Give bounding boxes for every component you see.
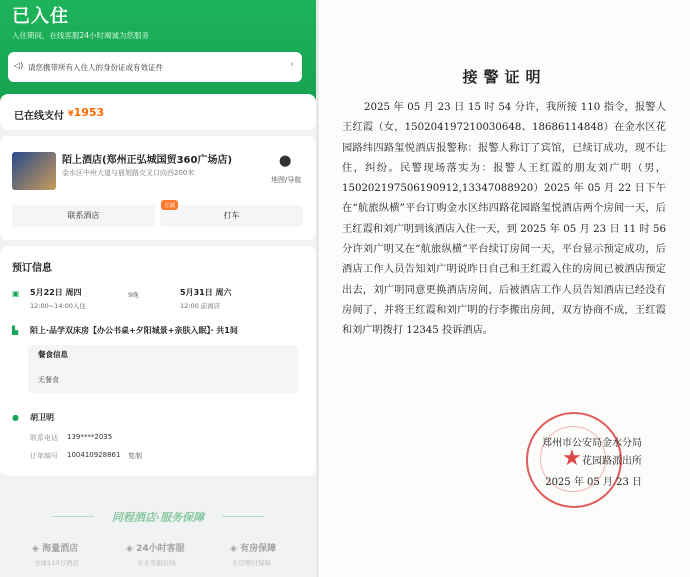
order-screenshot (0, 0, 316, 577)
bed-icon: ▙ (12, 326, 19, 335)
meal-info-value: 无餐食 (38, 376, 59, 384)
feature-subtitle: 全球110万酒店 (34, 559, 79, 567)
feature-icon: ◈ (32, 544, 43, 554)
feature-room-guarantee (230, 541, 276, 554)
taxi-button[interactable]: 打车 (160, 205, 303, 227)
divider (222, 516, 264, 517)
feature-hotels (32, 541, 78, 554)
feature-icon: ◈ (230, 544, 241, 554)
checkin-time: 12:00~14:00入住 (30, 302, 86, 310)
copy-order-number-button[interactable]: 复制 (128, 452, 142, 460)
paid-label: 已在线支付 (14, 111, 64, 122)
certificate-body: 2025 年 05 月 23 日 15 时 54 分许，我所接 110 指令，报警人王红霞（女，150204197210030648、18686114848）在金水区花园路纬四路玺悦酒店报警称：报警人称订了宾馆，已续订成功，现不让住，纠纷。民警现场落实为：报警人王红霞的朋友刘广明（男，150202197506190912,13347088920）2025 年 05 月 22 日下午在“航旅纵横”平台订购金水区纬四路花园路玺悦酒店两个房间一天，后王红霞和刘广明到该酒店入住一天，到 2025 年 05 月 23 日 11 时 56 分许刘广明又在“航旅纵横”平台续订房间一天，平台显示预定成功，后酒店工作人员告知刘广明说昨日自己和王红霞入住的房间已被酒店预定出去，刘广明同意更换酒店房间，后被酒店工作人员告知酒店已经没有房间了，并将王红霞和刘广明的行李搬出房间，双方协商不成，王红霞和刘广明拨打 12345 投诉酒店。 (342, 102, 666, 337)
phone-label: 联系电话 (30, 434, 58, 442)
discount-badge: 立减 (161, 200, 178, 210)
notice-text: 请您携带所有入住人的身份证或有效证件 (28, 63, 163, 72)
issue-date: 2025 年 05 月 23 日 (545, 477, 642, 488)
paid-amount (68, 106, 104, 119)
order-status-subtitle: 入住期间，在线客服24小时竭诚为您服务 (12, 31, 150, 40)
person-icon: ● (12, 413, 19, 422)
checkout-date: 5月31日 周六 (180, 288, 232, 297)
room-type: 陌上·品学双床房【办公书桌+夕阳城景+亲肤入眠】· 共1间 (30, 326, 238, 335)
order-number-value: 100410928861 (67, 451, 121, 459)
feature-icon: ◈ (126, 544, 137, 554)
contact-hotel-button[interactable]: 联系酒店 (12, 205, 155, 227)
feature-subtitle: 无房赔付保障 (232, 559, 271, 567)
order-status-title: 已入住 (12, 6, 69, 27)
chevron-right-icon: › (290, 59, 294, 70)
id-notice-banner[interactable] (8, 52, 302, 82)
feature-title: 24小时客服 (136, 544, 185, 554)
issuing-authority: 郑州市公安局金水分局 (542, 438, 642, 449)
hotel-name[interactable]: 陌上酒店(郑州正弘城国贸360广场店) (62, 155, 233, 166)
calendar-icon: ▣ (12, 289, 20, 298)
booking-section-title: 预订信息 (12, 263, 52, 274)
order-number-label: 订单编号 (30, 452, 58, 460)
meal-info-title: 餐食信息 (38, 350, 68, 359)
map-navigation-link[interactable]: 地图/导航 (271, 176, 302, 184)
star-icon: ★ (562, 446, 582, 471)
guest-name: 胡卫明 (30, 413, 54, 422)
meal-info-box (28, 345, 298, 393)
nights-count: 9晚 (128, 291, 139, 299)
speaker-icon: ◁) (14, 61, 24, 70)
certificate-title: 接警证明 (462, 68, 547, 86)
issuing-station: 花园路派出所 (582, 456, 642, 467)
currency-symbol: ¥ (68, 109, 74, 118)
checkout-time: 12:00 前离店 (180, 302, 221, 310)
hotel-address: 金水区中州大道与晨旭路交叉口向西200米 (62, 169, 195, 177)
feature-title: 有房保障 (240, 544, 277, 554)
service-guarantee-title: 同程酒店·服务保障 (111, 511, 205, 524)
phone-value: 139****2035 (67, 433, 113, 441)
hotel-photo[interactable] (12, 152, 56, 190)
location-pin-icon[interactable]: ⬤ (279, 154, 292, 167)
feature-support (126, 541, 185, 554)
paid-value: 1953 (73, 106, 105, 119)
checkin-date: 5月22日 周四 (30, 288, 82, 297)
feature-title: 海量酒店 (42, 544, 79, 554)
feature-subtitle: 专业客服在线 (137, 559, 176, 567)
